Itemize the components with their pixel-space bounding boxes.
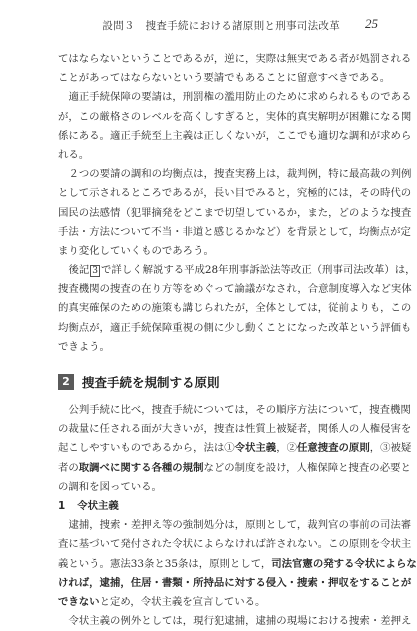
section-paragraph <box>58 401 412 497</box>
text-fragment: ，③被疑 <box>369 442 412 455</box>
subsection-title: 令状主義 <box>77 499 119 512</box>
bold-term: できない <box>58 595 100 608</box>
text-fragment: で詳しく解説する平成28年刑事訴訟法等改正（刑事司法改革）は， <box>101 264 416 277</box>
text-fragment: 起こしやすいものであるから，法は① <box>58 442 235 455</box>
text-fragment: と定め，令状主義を宣言している。 <box>99 595 266 608</box>
text-line <box>58 555 417 574</box>
bold-term: 司法官憲の発する令状によらな <box>271 557 417 570</box>
text-line: 令状主義の例外としては，現行犯逮捕，逮捕の現場における捜索・差押え <box>68 615 412 628</box>
text-line: の調和を図っている。 <box>58 480 162 493</box>
section-reference-box: 3 <box>92 266 99 277</box>
text-fragment: などの制度を設け，人権保障と捜査の必要と <box>203 461 411 474</box>
text-line: として示されるところであるが，長い目でみると，究極的には，その時代の <box>58 187 412 200</box>
text-line: 捜査機関の捜査の在り方等をめぐって論議がなされ，合意制度導入など実体 <box>58 283 412 296</box>
text-line: てはならないということであるが，逆に，実際は無実である者が処罰される <box>58 53 412 65</box>
text-line: ことがあってはならないという要請でもあることに留意すべきである。 <box>58 72 391 85</box>
page-body <box>58 50 417 631</box>
paragraph-4 <box>58 261 416 357</box>
subsection-number: 1 <box>58 499 66 512</box>
text-line: 適正手続保障の要請は，刑罰権の濫用防止のために求められるものである <box>68 91 412 104</box>
text-line: 的真実確保のための施策も講じられたが，全体としては，従前よりも，この <box>58 302 412 315</box>
bold-term: 任意捜査の原則 <box>296 442 370 455</box>
text-fragment: ，② <box>276 442 297 455</box>
subsection-heading <box>58 497 376 516</box>
bold-term: 令状主義 <box>234 442 277 455</box>
text-fragment: 者の <box>58 461 79 474</box>
section-title: 捜査手続を規制する原則 <box>82 375 220 390</box>
text-line: できよう。 <box>58 340 110 353</box>
text-line <box>58 459 411 478</box>
text-fragment: 義という。憲法33条と35条は，原則として， <box>58 557 272 570</box>
bold-term: 取調べに関する各種の規制 <box>78 461 204 474</box>
text-line: が，この厳格さのレベルを高くしすぎると，実体的真実解明が困難になる関 <box>58 110 412 123</box>
section-number-badge: 2 <box>58 374 74 390</box>
subsection-paragraph <box>58 516 417 631</box>
text-line: 手法・方法について不当・非道と感じるかなど）を背景として，均衡点が定 <box>58 225 411 238</box>
text-line: ２つの要請の調和の均衡点は，捜査実務上は，裁判例，特に最高裁の判例 <box>68 168 412 181</box>
text-fragment: 後記 <box>68 264 90 277</box>
text-line: 査に基づいて発付された令状によらなければ許されない。この原則を令状主 <box>58 538 412 551</box>
paragraph-3 <box>58 165 412 261</box>
text-line <box>58 261 416 280</box>
text-line: の裁量に任される面が大きいが，捜査は性質上被疑者，関係人の人権侵害を <box>58 423 412 436</box>
running-header <box>0 0 408 40</box>
section-heading <box>58 373 376 393</box>
text-line: まり変化していくものであろう。 <box>58 244 214 257</box>
page-number: 25 <box>365 16 378 31</box>
text-line: 国民の法感情（犯罪摘発をどこまで切望しているか，また，どのような捜査 <box>58 206 412 219</box>
text-line: 係にある。適正手続至上主義は正しくないが，ここでも適切な調和が求めら <box>58 129 412 142</box>
text-line: れる。 <box>58 148 90 161</box>
text-line: ければ，逮捕，住居・書類・所持品に対する侵入・捜索・押収をすることが <box>58 576 412 589</box>
text-line: 逮捕，捜索・差押え等の強制処分は，原則として，裁判官の事前の司法審 <box>68 519 412 532</box>
paragraph-2 <box>58 88 412 165</box>
text-line <box>58 439 412 458</box>
text-line: 公判手続に比べ，捜査手続については，その順序方法について，捜査機関 <box>68 404 411 416</box>
text-line <box>58 593 376 612</box>
paragraph-1 <box>58 50 412 88</box>
spacer <box>58 357 376 369</box>
chapter-title: 設問３ 捜査手続における諸原則と刑事司法改革 <box>102 20 340 32</box>
text-line: 均衡点が，適正手続保障重視の側に少し動くことになった改革という評価も <box>58 321 412 334</box>
